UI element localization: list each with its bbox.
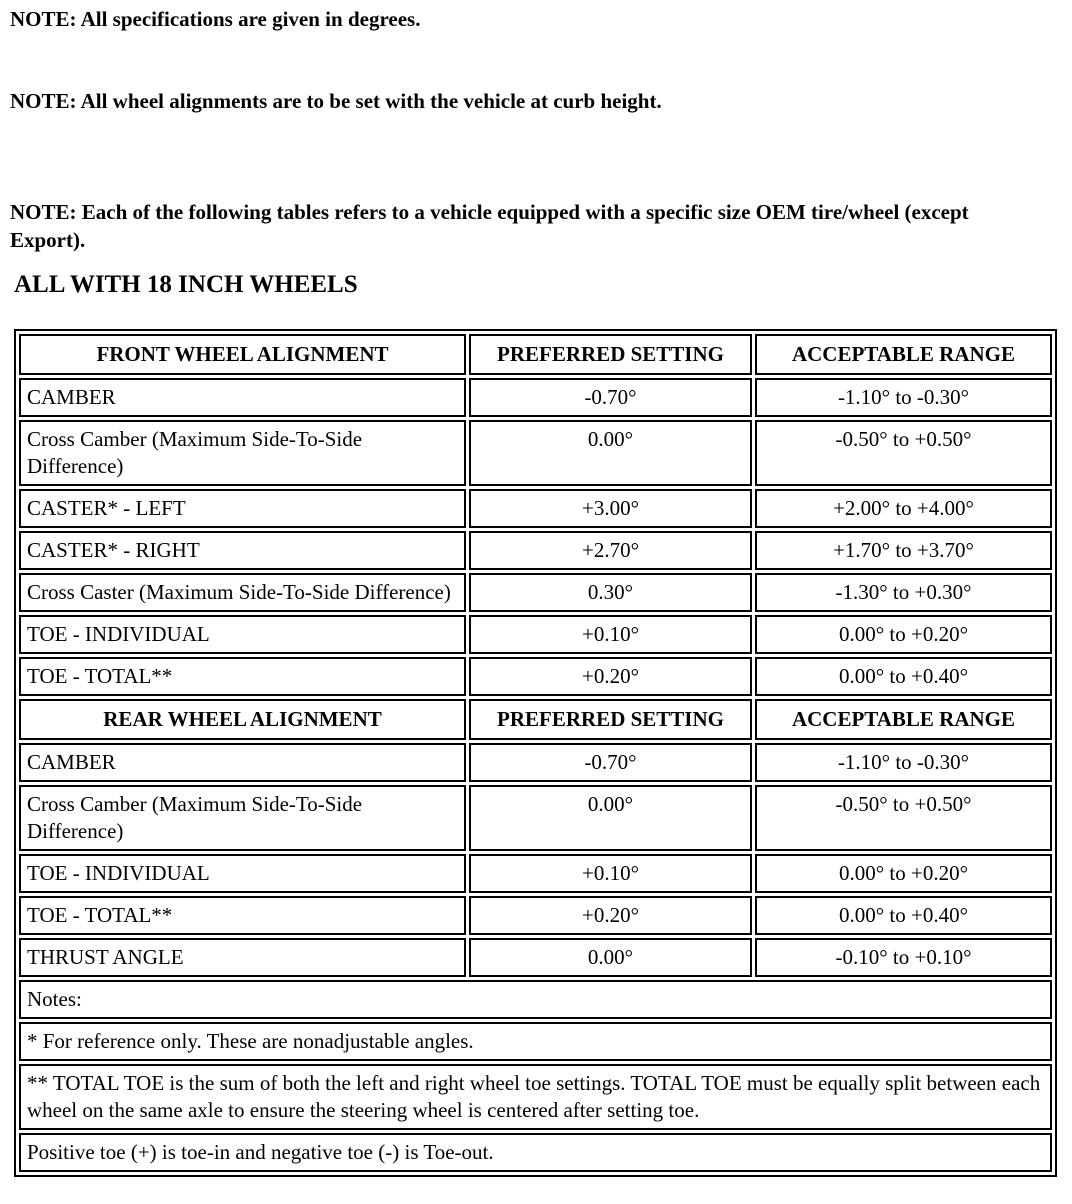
spec-name: CAMBER <box>19 743 466 782</box>
acceptable-range: +2.00° to +4.00° <box>755 489 1052 528</box>
preferred-setting: +2.70° <box>469 531 752 570</box>
rear-header-preferred: PREFERRED SETTING <box>469 699 752 740</box>
acceptable-range: 0.00° to +0.40° <box>755 657 1052 696</box>
rear-header-row <box>19 699 1052 740</box>
front-header-alignment: FRONT WHEEL ALIGNMENT <box>19 334 466 375</box>
preferred-setting: -0.70° <box>469 743 752 782</box>
table-row <box>19 785 1052 851</box>
front-header-range: ACCEPTABLE RANGE <box>755 334 1052 375</box>
spec-name: TOE - INDIVIDUAL <box>19 854 466 893</box>
rear-header-alignment: REAR WHEEL ALIGNMENT <box>19 699 466 740</box>
spec-name: CASTER* - RIGHT <box>19 531 466 570</box>
spec-name: THRUST ANGLE <box>19 938 466 977</box>
footnote-row <box>19 1022 1052 1061</box>
acceptable-range: -0.50° to +0.50° <box>755 420 1052 486</box>
spec-name: TOE - TOTAL** <box>19 896 466 935</box>
table-row <box>19 378 1052 417</box>
preferred-setting: +0.10° <box>469 854 752 893</box>
spec-name: Cross Camber (Maximum Side-To-Side Difference) <box>19 785 466 851</box>
front-header-row <box>19 334 1052 375</box>
table-row <box>19 615 1052 654</box>
note-oem-tire-wheel: NOTE: Each of the following tables refers to a vehicle equipped with a specific size OEM tire/wheel (except Export). <box>10 200 969 252</box>
footnote-total-toe: ** TOTAL TOE is the sum of both the left and right wheel toe settings. TOTAL TOE must be equally split between each wheel on the same axle to ensure the steering wheel is centered after setting toe. <box>19 1064 1052 1130</box>
spec-name: TOE - INDIVIDUAL <box>19 615 466 654</box>
spec-name: CASTER* - LEFT <box>19 489 466 528</box>
acceptable-range: -1.10° to -0.30° <box>755 378 1052 417</box>
acceptable-range: -1.10° to -0.30° <box>755 743 1052 782</box>
acceptable-range: -0.50° to +0.50° <box>755 785 1052 851</box>
preferred-setting: +0.20° <box>469 657 752 696</box>
table-row <box>19 854 1052 893</box>
table-row <box>19 657 1052 696</box>
preferred-setting: +0.10° <box>469 615 752 654</box>
preferred-setting: +0.20° <box>469 896 752 935</box>
table-row <box>19 743 1052 782</box>
table-row <box>19 420 1052 486</box>
table-row <box>19 489 1052 528</box>
acceptable-range: 0.00° to +0.40° <box>755 896 1052 935</box>
spec-name: Cross Caster (Maximum Side-To-Side Difference) <box>19 573 466 612</box>
note-curb-height: NOTE: All wheel alignments are to be set with the vehicle at curb height. <box>10 89 662 113</box>
footnote-row <box>19 980 1052 1019</box>
preferred-setting: -0.70° <box>469 378 752 417</box>
spec-name: TOE - TOTAL** <box>19 657 466 696</box>
acceptable-range: -0.10° to +0.10° <box>755 938 1052 977</box>
table-row <box>19 531 1052 570</box>
spec-name: Cross Camber (Maximum Side-To-Side Difference) <box>19 420 466 486</box>
preferred-setting: 0.00° <box>469 785 752 851</box>
footnote-reference-only: * For reference only. These are nonadjustable angles. <box>19 1022 1052 1061</box>
acceptable-range: +1.70° to +3.70° <box>755 531 1052 570</box>
footnote-row <box>19 1064 1052 1130</box>
table-row <box>19 938 1052 977</box>
footnote-row <box>19 1133 1052 1172</box>
note-specifications-degrees: NOTE: All specifications are given in degrees. <box>10 7 421 31</box>
acceptable-range: 0.00° to +0.20° <box>755 615 1052 654</box>
acceptable-range: -1.30° to +0.30° <box>755 573 1052 612</box>
table-row <box>19 896 1052 935</box>
front-header-preferred: PREFERRED SETTING <box>469 334 752 375</box>
spec-name: CAMBER <box>19 378 466 417</box>
table-row <box>19 573 1052 612</box>
footnote-notes-label: Notes: <box>19 980 1052 1019</box>
alignment-spec-table <box>14 329 1057 1177</box>
preferred-setting: +3.00° <box>469 489 752 528</box>
table-heading: ALL WITH 18 INCH WHEELS <box>14 271 358 298</box>
preferred-setting: 0.00° <box>469 938 752 977</box>
footnote-toe-direction: Positive toe (+) is toe-in and negative toe (-) is Toe-out. <box>19 1133 1052 1172</box>
acceptable-range: 0.00° to +0.20° <box>755 854 1052 893</box>
preferred-setting: 0.00° <box>469 420 752 486</box>
rear-header-range: ACCEPTABLE RANGE <box>755 699 1052 740</box>
preferred-setting: 0.30° <box>469 573 752 612</box>
